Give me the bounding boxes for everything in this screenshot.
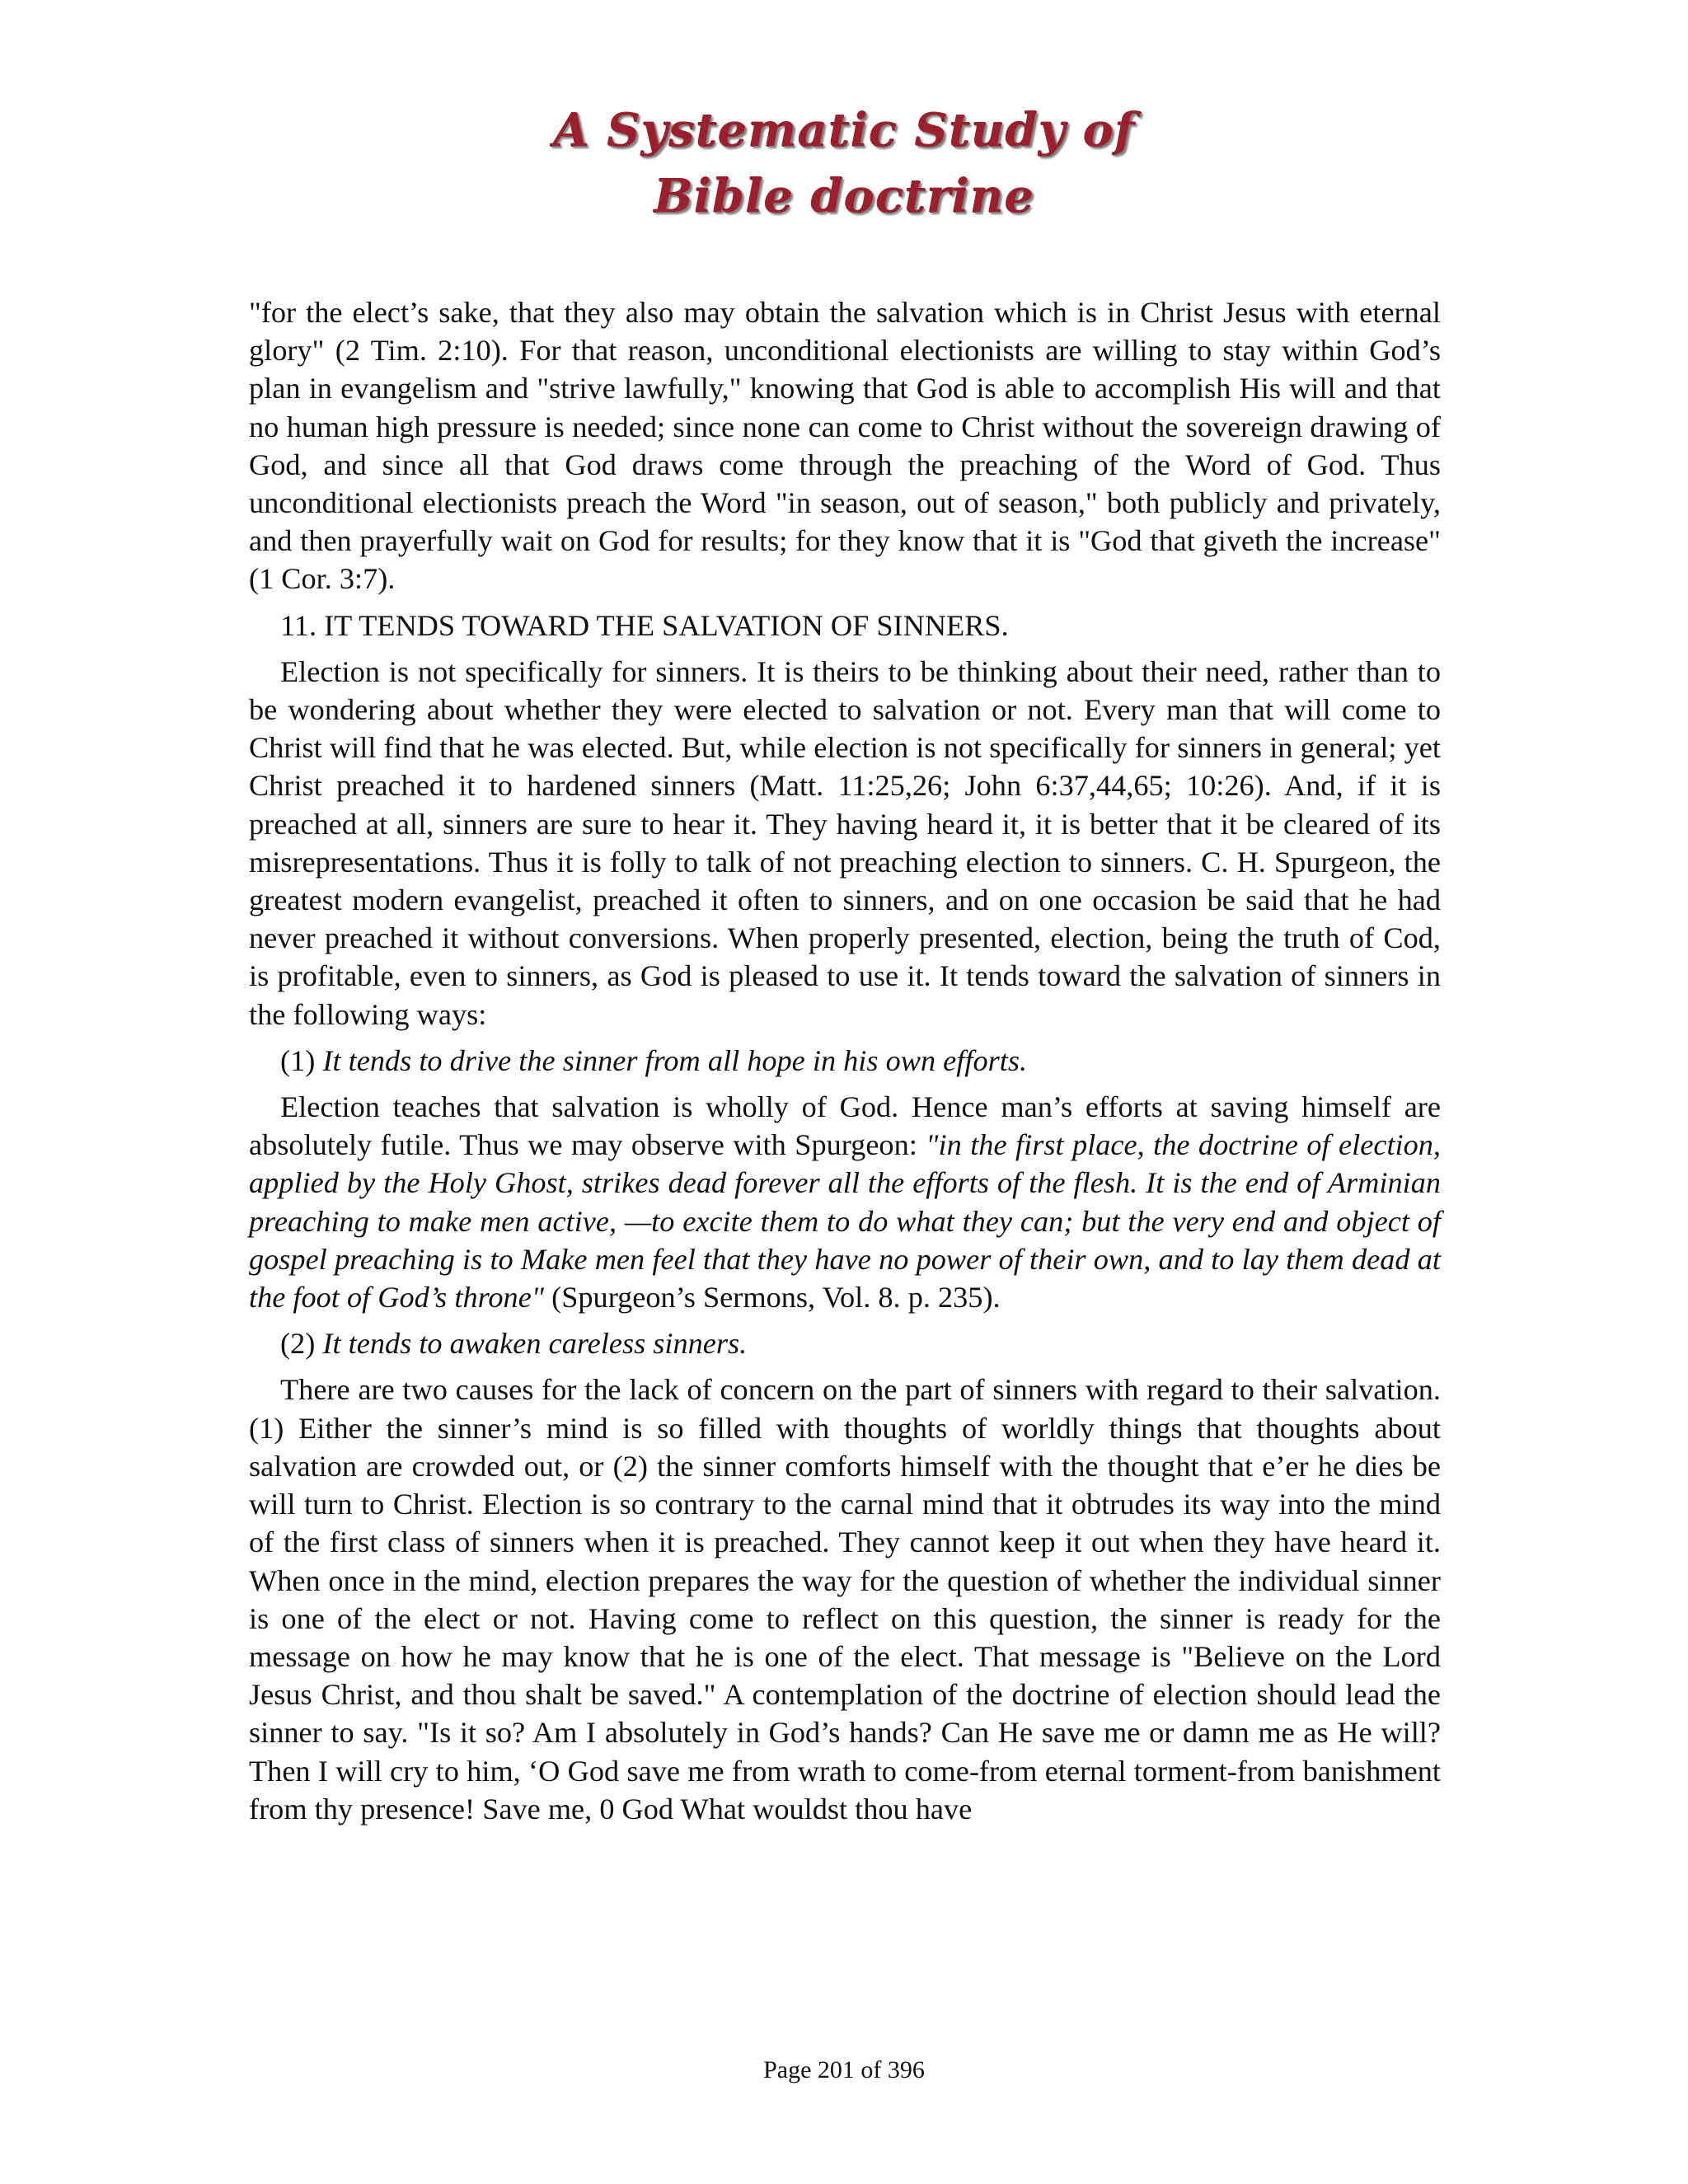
subpoint-2 [249,1324,1441,1362]
page-number: Page 201 of 396 [763,2056,925,2083]
section-heading-11: 11. IT TENDS TOWARD THE SALVATION OF SINNERS. [280,608,1009,642]
document-header [0,97,1688,229]
page-body [249,293,1441,1836]
paragraph-careless-sinners: There are two causes for the lack of concern on the part of sinners with regard to their salvation. (1) Either the sinner’s mind is so filled with thoughts of worldly things that thoughts about salvation are crowded out, or (2) the sinner comforts himself with the thought that e’er he dies be will turn to Christ. Election is so contrary to the carnal mind that it obtrudes its way into the mind of the first class of sinners when it is preached. They cannot keep it out when they have heard it. When once in the mind, election prepares the way for the question of whether the individual sinner is one of the elect or not. Having come to reflect on this question, the sinner is ready for the message on how he may know that he is one of the elect. That message is "Believe on the Lord Jesus Christ, and thou shalt be saved." A contemplation of the doctrine of election should lead the sinner to say. "Is it so? Am I absolutely in God’s hands? Can He save me or damn me as He will? Then I will cry to him, ‘O God save me from wrath to come-from eternal torment-from banishment from thy presence! Save me, 0 God What wouldst thou have [249,1373,1441,1825]
paragraph-election-sinners: Election is not specifically for sinners. It is theirs to be thinking about their need, rather than to be wondering about whether they were elected to salvation or not. Every man that will come to Christ will find that he was elected. But, while election is not specifically for sinners in general; yet Christ preached it to hardened sinners (Matt. 11:25,26; John 6:37,44,65; 10:26). And, if it is preached at all, sinners are sure to hear it. They having heard it, it is better that it be cleared of its misrepresentations. Thus it is folly to talk of not preaching election to sinners. C. H. Spurgeon, the greatest modern evangelist, preached it often to sinners, and on one occasion be said that he had never preached it without conversions. When properly presented, election, being the truth of Cod, is profitable, even to sinners, as God is pleased to use it. It tends toward the salvation of sinners in the following ways: [249,654,1441,1031]
spurgeon-citation: (Spurgeon’s Sermons, Vol. 8. p. 235). [551,1281,1001,1315]
subpoint-1-number: (1) [280,1043,316,1077]
header-title-line-1: A Systematic Study of [553,103,1135,157]
subpoint-1-text: It tends to drive the sinner from all hope in his own efforts. [322,1043,1028,1077]
paragraph-spurgeon-intro: Election teaches that salvation is wholly of God. Hence man’s efforts at saving himself are absolutely futile. Thus we may observe with Spurgeon: [249,1090,1441,1162]
subpoint-2-text: It tends to awaken careless sinners. [322,1327,748,1361]
paragraph-continuation: "for the elect’s sake, that they also may obtain the salvation which is in Christ Jesus with eternal glory" (2 Tim. 2:10). For that reason, unconditional electionists are willing to stay within God’s plan in evangelism and "strive lawfully," knowing that God is able to accomplish His will and that no human high pressure is needed; since none can come to Christ without the sovereign drawing of God, and since all that God draws come through the preaching of the Word of God. Thus unconditional electionists preach the Word "in season, out of season," both publicly and privately, and then prayerfully wait on God for results; for they know that it is "God that giveth the increase" (1 Cor. 3:7). [249,296,1441,596]
subpoint-2-number: (2) [280,1327,316,1361]
spurgeon-quote: "in the first place, the doctrine of election, applied by the Holy Ghost, strikes dead forever all the efforts of the flesh. It is the end of Arminian preaching to make men active, —to excite them to do what they can; but the very end and object of gospel preaching is to Make men feel that they have no power of their own, and to lay them dead at the foot of God’s throne" [249,1128,1441,1315]
subpoint-1 [249,1042,1441,1080]
paragraph-spurgeon-quote [249,1088,1441,1316]
header-title-line-2: Bible doctrine [654,169,1034,223]
